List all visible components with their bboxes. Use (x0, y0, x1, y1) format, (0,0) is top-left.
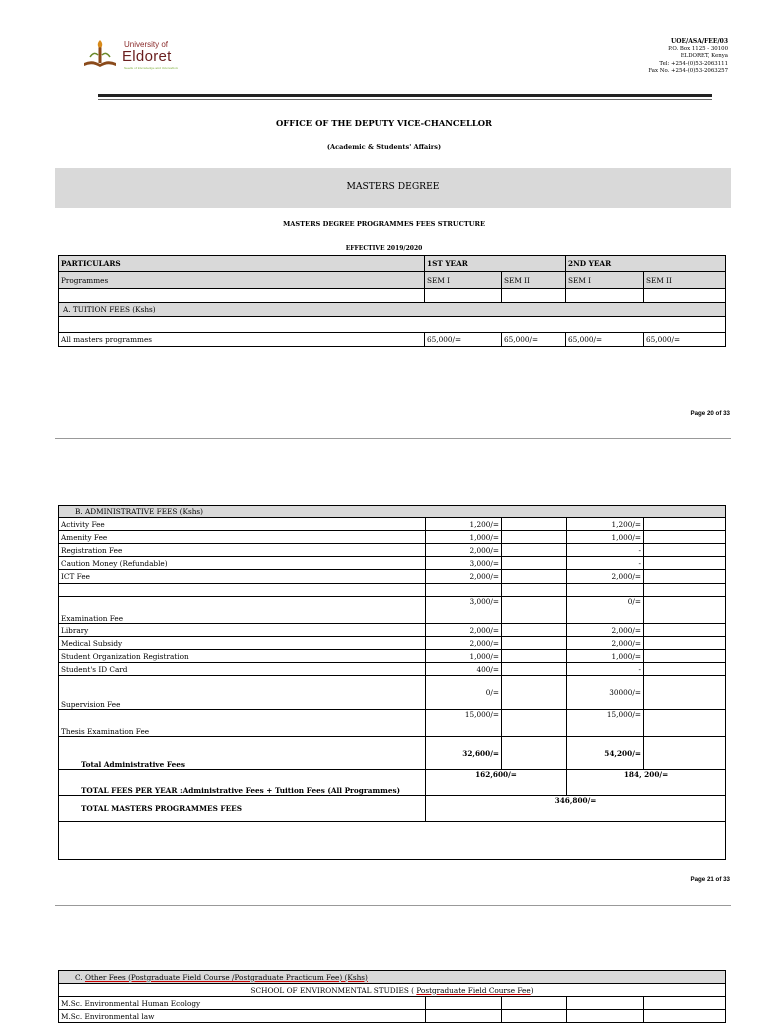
table-row (59, 624, 726, 637)
address-line: P.O. Box 1125 - 30100 (668, 45, 728, 52)
sem-header: SEM I (566, 272, 644, 289)
tuition-section-heading: A. TUITION FEES (Kshs) (59, 303, 726, 317)
fee-value: 65,000/= (566, 333, 644, 347)
total-year-value: 184, 200/= (567, 770, 726, 796)
fee-value: 1,000/= (426, 531, 502, 544)
fee-label: Caution Money (Refundable) (59, 557, 426, 570)
fee-label: Registration Fee (59, 544, 426, 557)
fee-value: 30000/= (567, 676, 644, 710)
table-row (59, 997, 726, 1010)
fee-label: Amenity Fee (59, 531, 426, 544)
fee-value: 15,000/= (426, 710, 502, 737)
fee-label: Examination Fee (59, 597, 426, 624)
fee-value: 1,200/= (567, 518, 644, 531)
fee-value: 0/= (567, 597, 644, 624)
heading-prefix: C. (75, 972, 85, 982)
table-row (59, 637, 726, 650)
page-number: Page 21 of 33 (690, 876, 730, 883)
total-masters-row (59, 796, 726, 822)
fee-value: - (567, 663, 644, 676)
school-name: SCHOOL OF ENVIRONMENTAL STUDIES ( (250, 985, 417, 995)
address-line: ELDORET, Kenya (680, 53, 728, 60)
fee-value: - (567, 557, 644, 570)
fee-value: - (567, 544, 644, 557)
tuition-fees-table (58, 255, 726, 347)
masters-banner (55, 168, 731, 208)
fee-value: 1,200/= (426, 518, 502, 531)
office-title: OFFICE OF THE DEPUTY VICE-CHANCELLOR (276, 118, 492, 128)
table-row (59, 544, 726, 557)
programmes-header: Programmes (59, 272, 425, 289)
fee-value: 1,000/= (426, 650, 502, 663)
logo-line2: Eldoret (122, 48, 172, 65)
fee-value: 65,000/= (425, 333, 502, 347)
programme-label: M.Sc. Environmental law (59, 1010, 426, 1023)
table-row (59, 570, 726, 584)
administrative-fees-table (58, 505, 726, 860)
sem-header: SEM II (502, 272, 566, 289)
page-divider (55, 438, 731, 439)
table-row (59, 676, 726, 710)
fee-label: Activity Fee (59, 518, 426, 531)
banner-title: MASTERS DEGREE (346, 181, 440, 192)
programme-label: M.Sc. Environmental Human Ecology (59, 997, 426, 1010)
fee-value: 2,000/= (567, 637, 644, 650)
page-divider (55, 905, 731, 906)
total-masters-label: TOTAL MASTERS PROGRAMMES FEES (59, 796, 426, 822)
open-book-torch-icon (82, 39, 118, 69)
year1-header: 1ST YEAR (425, 256, 566, 272)
particulars-header: PARTICULARS (59, 256, 425, 272)
fee-label: Student's ID Card (59, 663, 426, 676)
university-logo (80, 38, 198, 72)
table-row (59, 531, 726, 544)
school-fee-type: Postgraduate Field Course Fee (416, 985, 531, 995)
fee-label: Student Organization Registration (59, 650, 426, 663)
fee-label: Supervision Fee (59, 676, 426, 710)
table-row (59, 650, 726, 663)
fee-value: 15,000/= (567, 710, 644, 737)
table-row (59, 518, 726, 531)
total-admin-label: Total Administrative Fees (59, 737, 426, 770)
fee-value: 2,000/= (426, 544, 502, 557)
sem-header: SEM II (644, 272, 726, 289)
fees-structure-title: MASTERS DEGREE PROGRAMMES FEES STRUCTURE (282, 220, 486, 228)
fee-value: 3,000/= (426, 557, 502, 570)
total-year-value: 162,600/= (426, 770, 567, 796)
school-heading (59, 984, 726, 997)
fee-value: 2,000/= (426, 637, 502, 650)
sem-header: SEM I (425, 272, 502, 289)
logo-tagline: Seeds of knowledge and innovation (124, 66, 178, 70)
total-year-row (59, 770, 726, 796)
fee-value: 2,000/= (426, 570, 502, 584)
logo-line1: University of (124, 40, 169, 49)
school-end: ) (530, 985, 534, 995)
total-admin-value: 32,600/= (426, 737, 502, 770)
effective-date: EFFECTIVE 2019/2020 (345, 245, 423, 252)
fee-value: 65,000/= (502, 333, 566, 347)
address-line: Fax No. +254-(0)53-2063257 (648, 68, 728, 75)
other-fees-table (58, 970, 726, 1023)
fee-value: 400/= (426, 663, 502, 676)
year2-header: 2ND YEAR (566, 256, 726, 272)
total-admin-value: 54,200/= (567, 737, 644, 770)
programme-label: All masters programmes (59, 333, 425, 347)
fee-value: 3,000/= (426, 597, 502, 624)
fee-value: 2,000/= (426, 624, 502, 637)
address-block (648, 38, 728, 76)
table-row (59, 597, 726, 624)
total-masters-value: 346,800/= (426, 796, 726, 822)
header-rule (98, 94, 712, 97)
header-rule-thin (98, 99, 712, 100)
table-row (59, 663, 726, 676)
fee-label: Thesis Examination Fee (59, 710, 426, 737)
address-line: Tel: +254-(0)53-2063111 (659, 60, 728, 67)
page-number: Page 20 of 33 (690, 410, 730, 417)
fee-value: 1,000/= (567, 650, 644, 663)
document-ref: UOE/ASA/FEE/03 (670, 38, 728, 45)
heading-text: Other Fees (Postgraduate Field Course /Postgraduate Practicum Fee) (Kshs) (84, 972, 368, 982)
table-row (59, 710, 726, 737)
table-row (59, 333, 726, 347)
fee-label: Library (59, 624, 426, 637)
admin-heading: B. ADMINISTRATIVE FEES (Kshs) (59, 506, 726, 518)
office-subtitle: (Academic & Students' Affairs) (326, 143, 442, 151)
table-row (59, 557, 726, 570)
total-admin-row (59, 737, 726, 770)
fee-label: Medical Subsidy (59, 637, 426, 650)
other-fees-heading (59, 971, 726, 984)
fee-value: 65,000/= (644, 333, 726, 347)
total-year-label: TOTAL FEES PER YEAR :Administrative Fees + Tuition Fees (All Programmes) (59, 770, 426, 796)
fee-label: ICT Fee (59, 570, 426, 584)
fee-value: 0/= (426, 676, 502, 710)
fee-value: 2,000/= (567, 570, 644, 584)
table-row (59, 1010, 726, 1023)
fee-value: 2,000/= (567, 624, 644, 637)
fee-value: 1,000/= (567, 531, 644, 544)
